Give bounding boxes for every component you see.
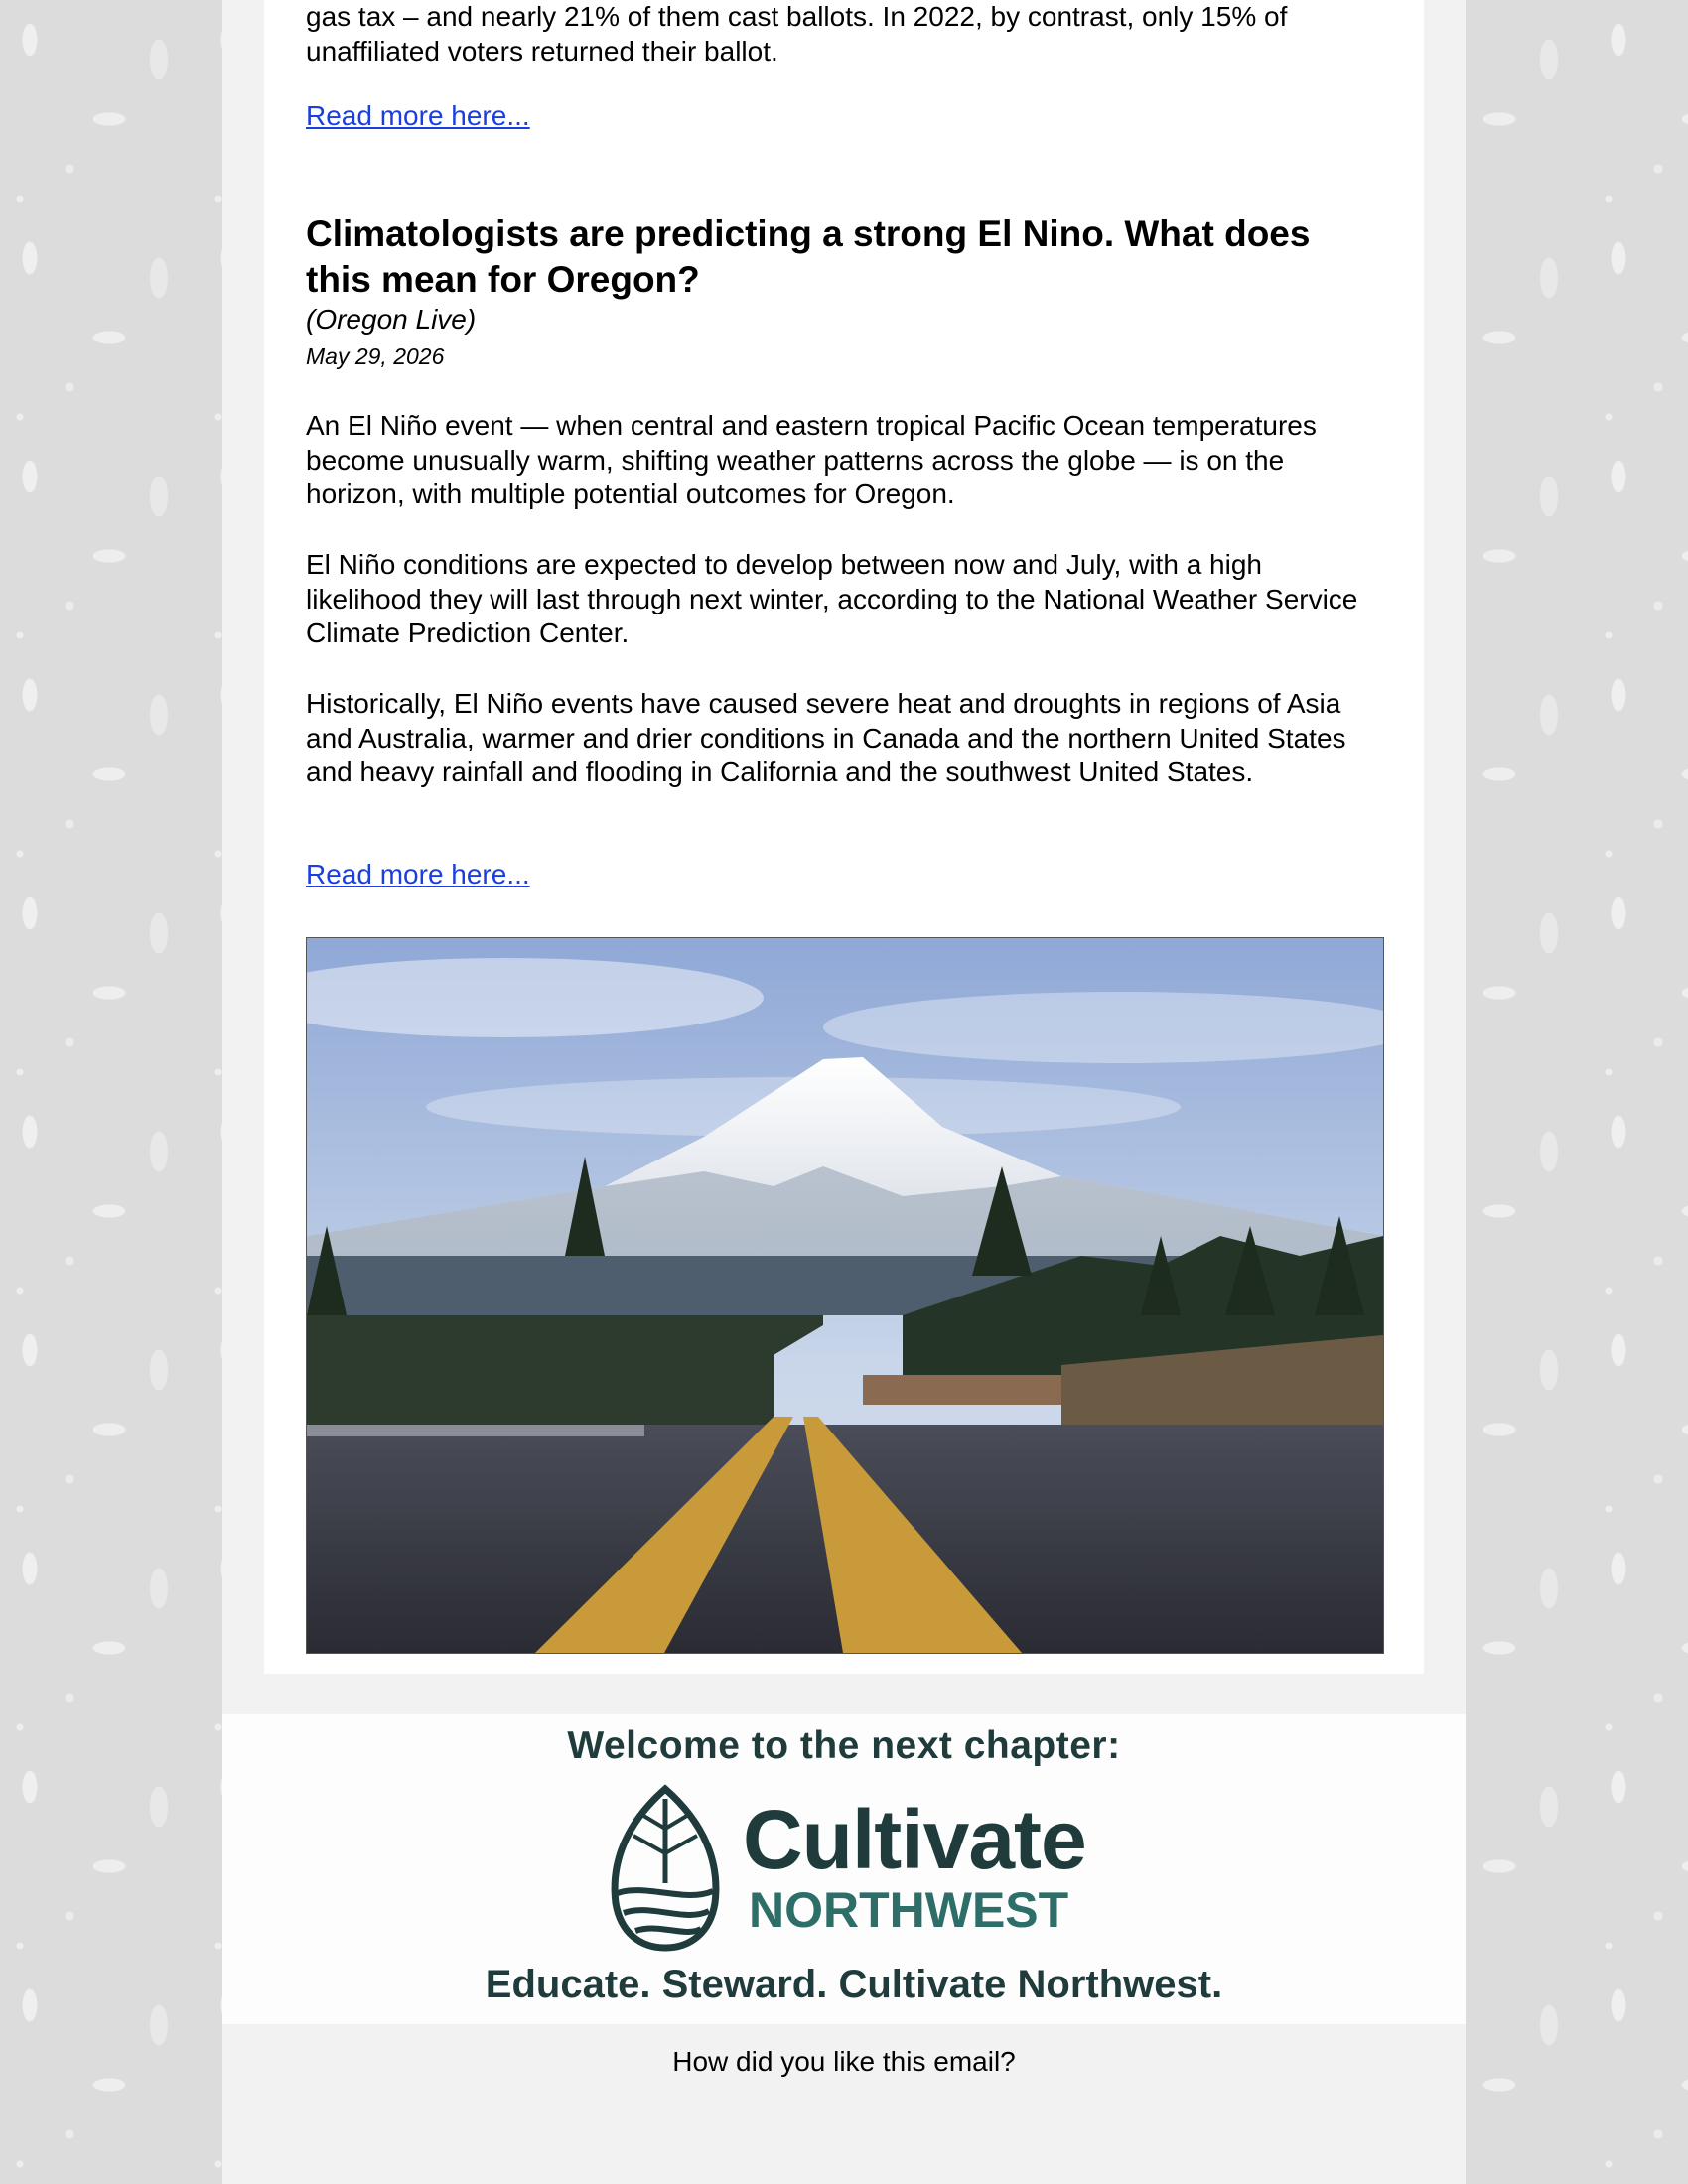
article-source: (Oregon Live) (306, 304, 477, 335)
feedback-prompt: How did you like this email? (672, 2046, 1016, 2077)
newsletter-card (264, 0, 1424, 1674)
read-more-link[interactable]: Read more here... (306, 100, 530, 131)
brand-name: Cultivate (743, 1793, 1086, 1886)
read-more-link[interactable]: Read more here... (306, 859, 530, 889)
article-paragraph: An El Niño event — when central and eastern tropical Pacific Ocean temperatures become unusually warm, shifting weather patterns across the globe — is on the horizon, with multiple potential outcomes for Oregon. (306, 410, 1317, 509)
brand-tagline: Educate. Steward. Cultivate Northwest. (485, 1963, 1223, 2006)
article-paragraph: Historically, El Niño events have caused severe heat and droughts in regions of Asia and Australia, warmer and drier conditions in Canada and the northern United States and heavy rainfall and flooding in California and the southwest United States. (306, 688, 1346, 787)
brand-subtitle: NORTHWEST (749, 1882, 1069, 1938)
mountain-road-photo (306, 937, 1384, 1654)
banner-heading: Welcome to the next chapter: (567, 1724, 1121, 1767)
article-date: May 29, 2026 (306, 343, 445, 369)
leaf-logo-icon (606, 1784, 725, 1953)
brand-banner (222, 1714, 1466, 2024)
article-title: Climatologists are predicting a strong El Nino. What does this mean for Oregon? (306, 213, 1311, 300)
article-text: gas tax – and nearly 21% of them cast ballots. In 2022, by contrast, only 15% of unaffiliated voters returned their ballot. (306, 1, 1288, 67)
article-paragraph: El Niño conditions are expected to develop between now and July, with a high likelihood they will last through next winter, according to the National Weather Service Climate Prediction Center. (306, 549, 1358, 648)
email-container (222, 0, 1466, 2184)
